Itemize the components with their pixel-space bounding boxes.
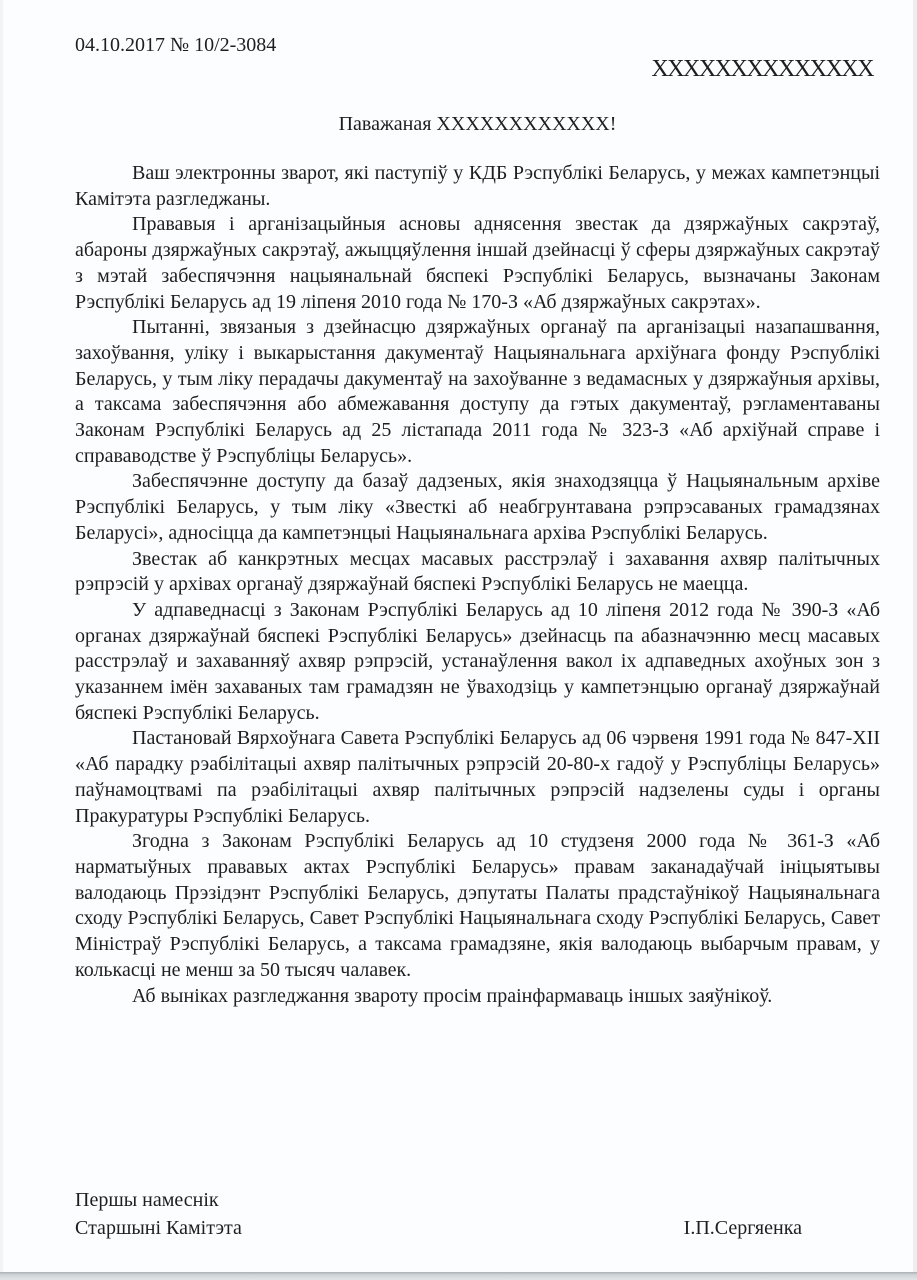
body-paragraph-2: Прававыя і арганізацыйныя асновы аднясення звестак да дзяржаўных сакрэтаў, абароны дзяржаўных сакрэтаў, ажыццяўлення іншай дзейнасці ў сферы дзяржаўных сакрэтаў з мэтай забеспячэння нацыянальнай бяспекі Рэспублікі Беларусь, вызначаны Законам Рэспублікі Беларусь ад 19 ліпеня 2010 года № 170-З «Аб дзяржаўных сакрэтах».: [75, 213, 880, 313]
signatory-title-line2: Старшыні Камітэта: [75, 1217, 242, 1239]
body-paragraph-7: Пастановай Вярхоўнага Савета Рэспублікі Беларусь ад 06 чэрвеня 1991 года № 847-XII «Аб парадку рэабілітацыі ахвяр палітычных рэпрэсій 20-80-х гадоў у Рэспубліцы Беларусь» паўнамоцтвамі па рэабілітацыі ахвяр палітычных рэпрэсій надзелены суды і органы Пракуратуры Рэспублікі Беларусь.: [75, 727, 880, 827]
scan-edge-left: [0, 0, 3, 1272]
body-paragraph-8: Згодна з Законам Рэспублікі Беларусь ад 10 студзеня 2000 года № 361-З «Аб нарматыўных прававых актах Рэспублікі Беларусь» правам заканадаўчай ініцыятывы валодаюць Прэзідэнт Рэспублікі Беларусь, дэпутаты Палаты прадстаўнікоў Нацыянальнага сходу Рэспублікі Беларусь, Савет Рэспублікі Нацыянальнага сходу Рэспублікі Беларусь, Савет Міністраў Рэспублікі Беларусь, а таксама грамадзяне, якія валодаюць выбарчым правам, у колькасці не менш за 50 тысяч чалавек.: [75, 830, 880, 981]
signatory-name: І.П.Сергяенка: [683, 1217, 802, 1239]
body-paragraph-9: Аб выніках разгледжання звароту просім праінфармаваць іншых заяўнікоў.: [132, 984, 773, 1007]
body-paragraph-5: Звестак аб канкрэтных месцах масавых расстрэлаў і захавання ахвяр палітычных рэпрэсій у архівах органаў дзяржаўнай бяспекі Рэспублікі Беларусь не маецца.: [75, 547, 880, 596]
body-paragraph-4: Забеспячэнне доступу да базаў дадзеных, якія знаходзяцца ў Нацыянальным архіве Рэспублікі Беларусь, у тым ліку «Звесткі аб неабгрунтавана рэпрэсаваных грамадзянах Беларусі», адносіцца да кампетэнцыі Нацыянальнага архіва Рэспублікі Беларусь.: [75, 470, 880, 544]
salutation: Паважаная ХХХХХХХХХХХХ!: [338, 113, 617, 135]
letter-body: [75, 161, 880, 1009]
body-paragraph-6: У адпаведнасці з Законам Рэспублікі Беларусь ад 10 ліпеня 2012 года № 390-З «Аб органах дзяржаўнай бяспекі Рэспублікі Беларусь» дзейнасць па абазначэнню месц масавых расстрэлаў и захаванняў ахвяр рэпрэсій, устанаўлення вакол іх адпаведных ахоўных зон з указаннем імён захаваных там грамадзян не ўваходзіць у кампетэнцыю органаў дзяржаўнай бяспекі Рэспублікі Беларусь.: [75, 598, 880, 724]
signatory-title: [75, 1186, 242, 1242]
recipient-redacted: ХХХХХХХХХХХХХХ: [651, 56, 873, 82]
signature-block: [75, 1186, 802, 1242]
signatory-title-line1: Першы намеснік: [75, 1189, 219, 1211]
body-paragraph-1: Ваш электронны зварот, які паступіў у КДБ Рэспублікі Беларусь, у межах кампетэнцыі Камітэта разгледжаны.: [75, 162, 880, 210]
scan-edge-bottom: [0, 1272, 917, 1280]
reference-number: 04.10.2017 № 10/2-3084: [75, 34, 277, 56]
scan-edge-right: [913, 0, 917, 1272]
body-paragraph-3: Пытанні, звязаныя з дзейнасцю дзяржаўных органаў па арганізацыі назапашвання, захоўвання, уліку і выкарыстання дакументаў Нацыянальнага архіўнага фонду Рэспублікі Беларусь, у тым ліку перадачы дакументаў на захоўванне з ведамасных у дзяржаўныя архівы, а таксама забеспячэння або абмежавання доступу да гэтых дакументаў, рэгламентаваны Законам Рэспублікі Беларусь ад 25 лістапада 2011 года № 323-З «Аб архіўнай справе і справаводстве ў Рэспубліцы Беларусь».: [75, 316, 880, 467]
